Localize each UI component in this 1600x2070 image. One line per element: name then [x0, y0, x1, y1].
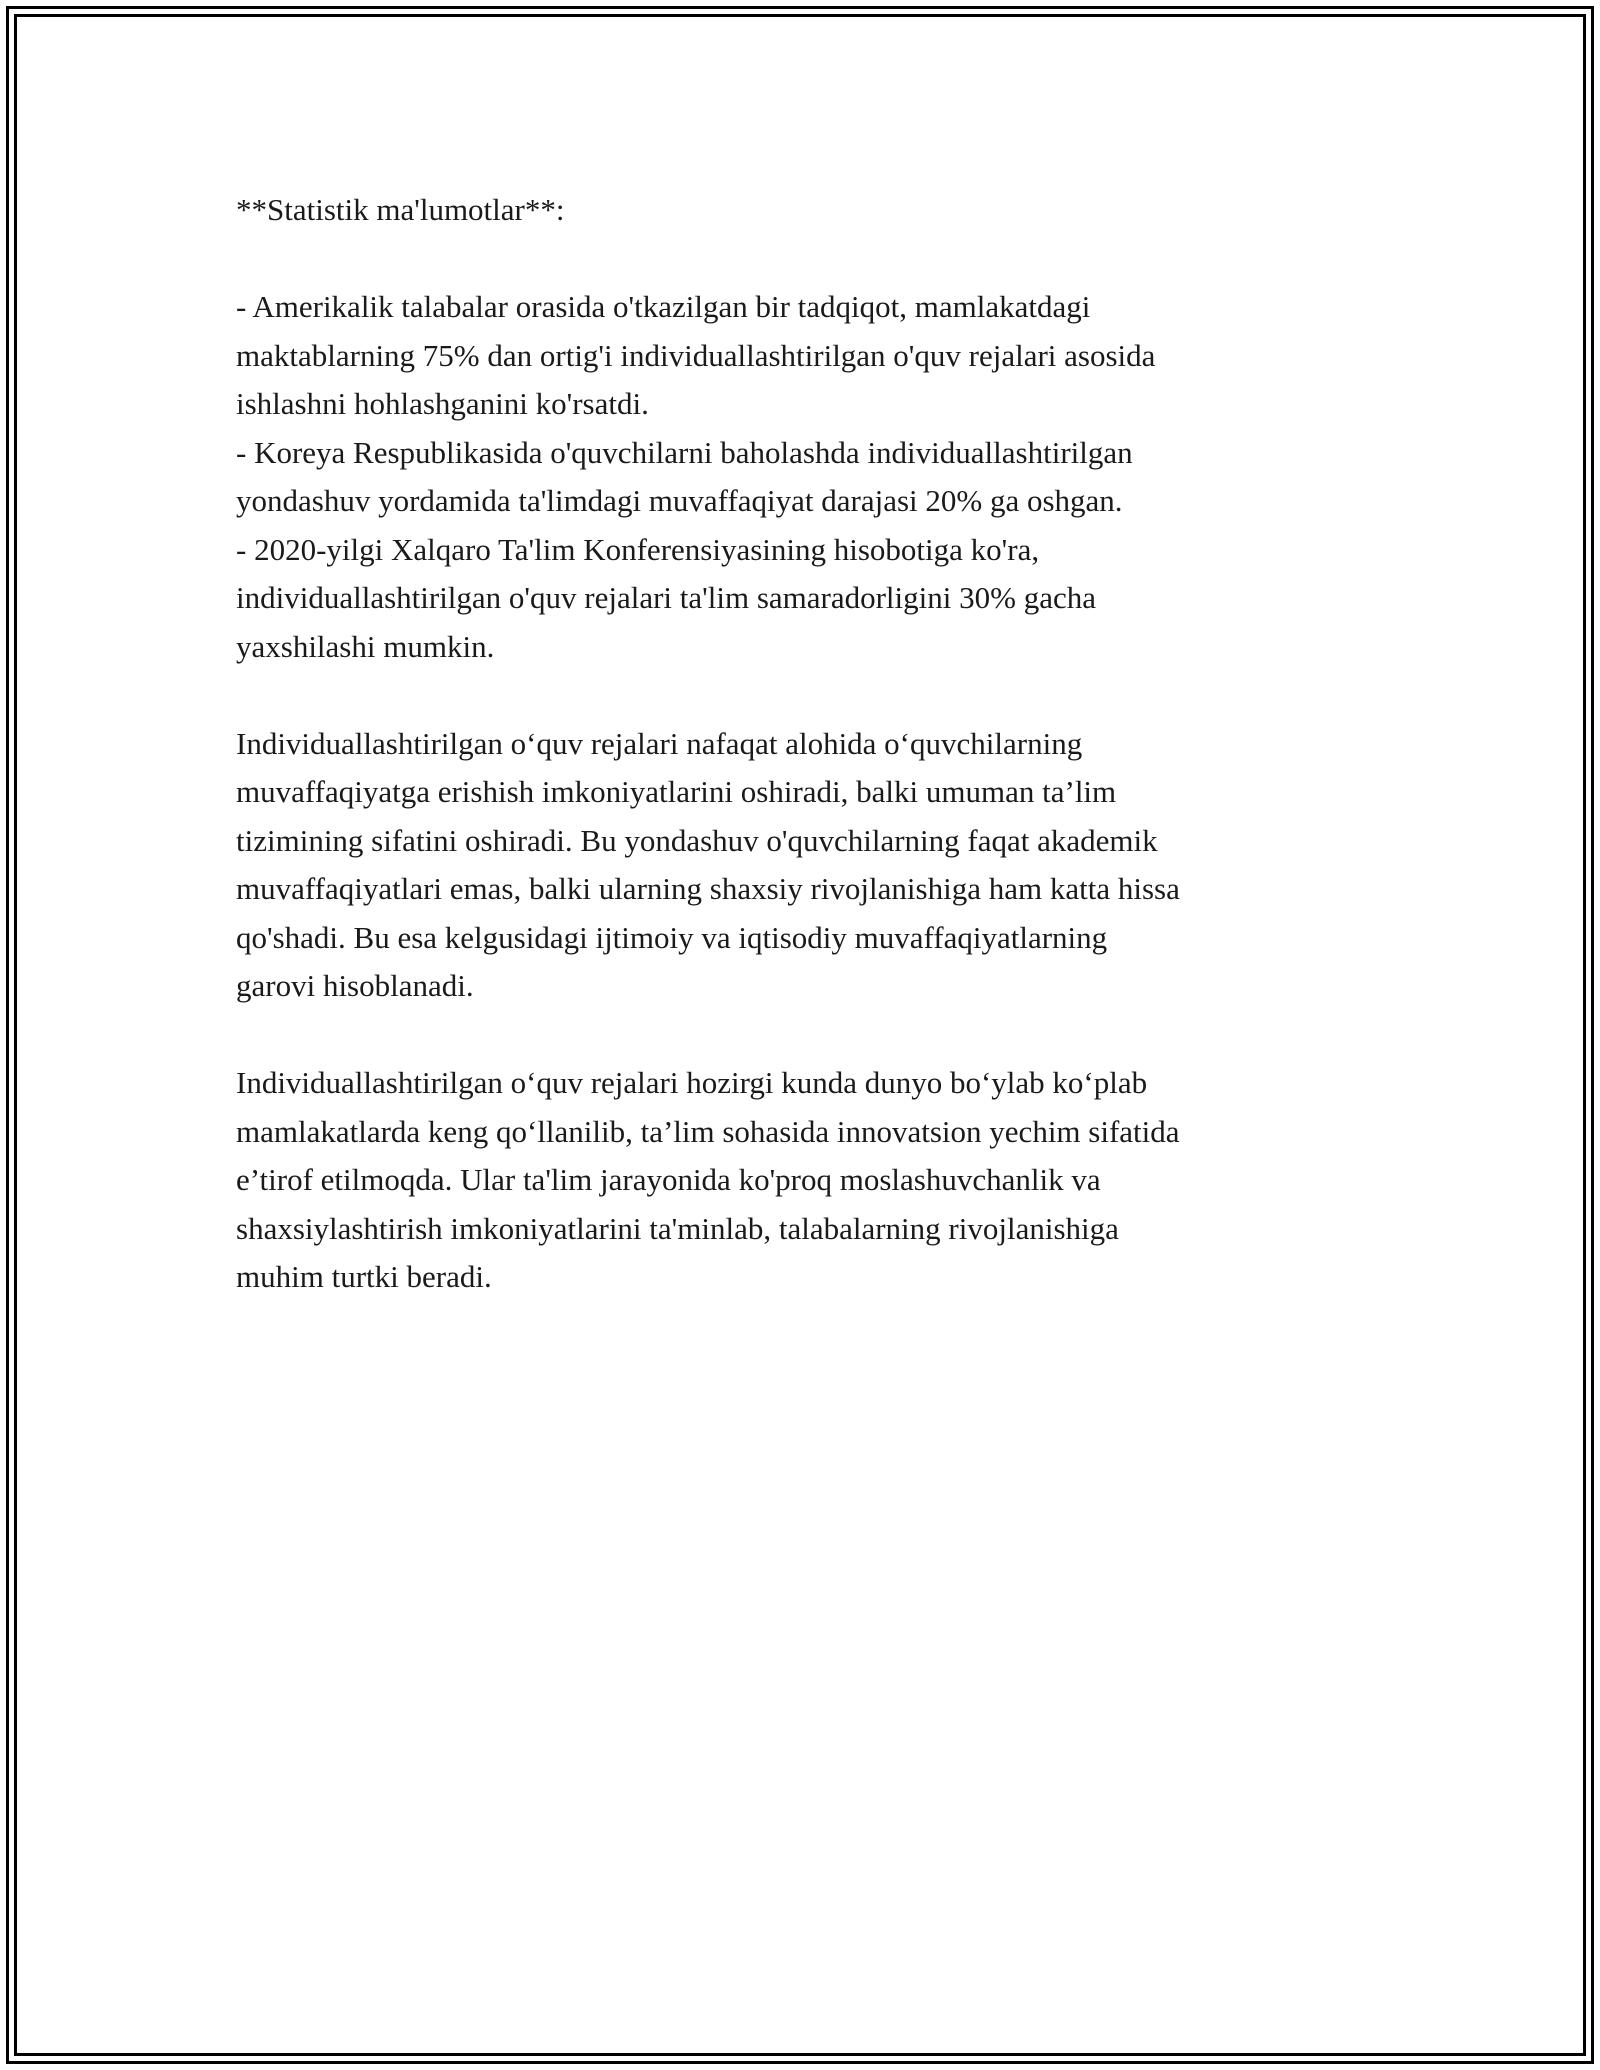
list-item [236, 283, 1396, 429]
list-item-line: yaxshilashi mumkin. [236, 628, 495, 664]
list-item-line: maktablarning 75% dan ortig'i individuallashtirilgan o'quv rejalari asosida [236, 337, 1156, 373]
paragraph-line: muvaffaqiyatga erishish imkoniyatlarini oshiradi, balki umuman ta’lim [236, 774, 1117, 809]
list-item-line: - Koreya Respublikasida o'quvchilarni baholashda individuallashtirilgan [236, 434, 1133, 470]
paragraph-line: garovi hisoblanadi. [236, 968, 474, 1003]
paragraph [236, 1059, 1396, 1302]
list-item-line: ishlashni hohlashganini ko'rsatdi. [236, 386, 649, 421]
document-body [236, 186, 1396, 1302]
statistics-heading [236, 186, 1396, 235]
spacer [236, 1011, 1396, 1060]
paragraph-line: muvaffaqiyatlari emas, balki ularning shaxsiy rivojlanishiga ham katta hissa [236, 871, 1180, 906]
paragraph-line: muhim turtki beradi. [236, 1259, 492, 1294]
paragraph-line: Individuallashtirilgan o‘quv rejalari nafaqat alohida o‘quvchilarning [236, 725, 1083, 761]
list-item-line: - 2020-yilgi Xalqaro Ta'lim Konferensiyasining hisobotiga ko'ra, [236, 531, 1040, 567]
paragraph-line: Individuallashtirilgan o‘quv rejalari hozirgi kunda dunyo bo‘ylab ko‘plab [236, 1065, 1148, 1100]
paragraph-line: tizimining sifatini oshiradi. Bu yondashuv o'quvchilarning faqat akademik [236, 822, 1158, 858]
paragraph-line: shaxsiylashtirish imkoniyatlarini ta'minlab, talabalarning rivojlanishiga [236, 1210, 1119, 1246]
spacer [236, 671, 1396, 720]
paragraph-line: qo'shadi. Bu esa kelgusidagi ijtimoiy va iqtisodiy muvaffaqiyatlarning [236, 919, 1108, 955]
paragraph [236, 720, 1396, 1011]
list-item-line: individuallashtirilgan o'quv rejalari ta'lim samaradorligini 30% gacha [236, 580, 1096, 615]
heading-text: **Statistik ma'lumotlar**: [236, 192, 565, 227]
list-item [236, 429, 1396, 526]
statistics-list [236, 283, 1396, 671]
paragraph-line: mamlakatlarda keng qo‘llanilib, ta’lim sohasida innovatsion yechim sifatida [236, 1113, 1180, 1149]
list-item-line: yondashuv yordamida ta'limdagi muvaffaqiyat darajasi 20% ga oshgan. [236, 483, 1123, 518]
list-item-line: - Amerikalik talabalar orasida o'tkazilgan bir tadqiqot, mamlakatdagi [236, 289, 1091, 324]
paragraph-line: e’tirof etilmoqda. Ular ta'lim jarayonida ko'proq moslashuvchanlik va [236, 1162, 1101, 1197]
spacer [236, 235, 1396, 284]
list-item [236, 526, 1396, 672]
